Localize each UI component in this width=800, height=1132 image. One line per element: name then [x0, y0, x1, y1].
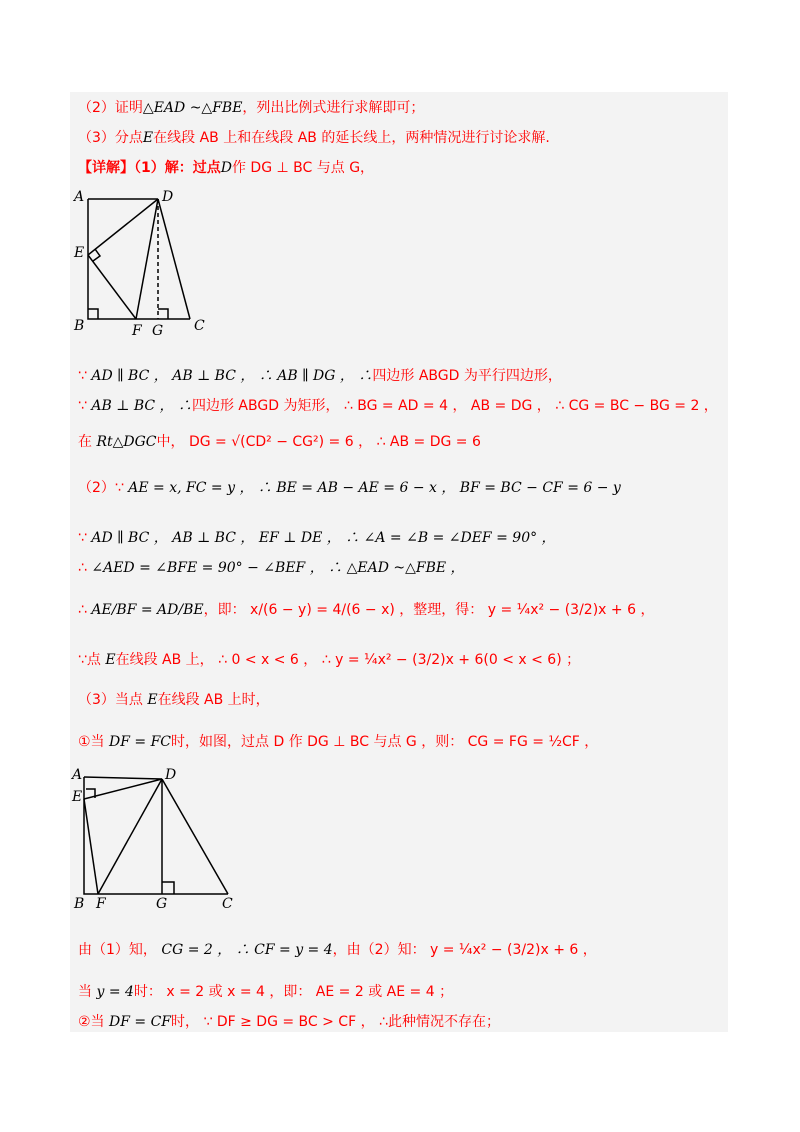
label-D: D: [162, 189, 174, 205]
label-C: C: [222, 896, 233, 912]
text-line: ∴ ∠AED = ∠BFE = 90° − ∠BEF ， ∴ △EAD ~△FBE ，: [78, 560, 465, 576]
text-line: （3）当点 E在线段 AB 上时，: [78, 692, 270, 708]
text-line: ∵ AD ∥ BC ， AB ⊥ BC ， ∴ AB ∥ DG ， ∴四边形 ABGD 为平行四边形，: [78, 368, 562, 384]
label-F: F: [96, 896, 106, 912]
text-line: 在 Rt△DGC中， DG = √(CD² − CG²) = 6 ， ∴ AB = DG = 6: [78, 434, 481, 450]
text-line: （2）证明△EAD ~△FBE，列出比例式进行求解即可；: [78, 100, 425, 116]
label-G: G: [152, 323, 164, 339]
label-A: A: [74, 189, 85, 205]
geometry-figure-2: [70, 765, 250, 915]
label-A: A: [72, 767, 83, 783]
text-line: ①当 DF = FC时，如图，过点 D 作 DG ⊥ BC 与点 G ，则： CG = FG = ½CF ，: [78, 734, 599, 750]
text-line: （2）∵ AE = x, FC = y ， ∴ BE = AB − AE = 6 − x ， BF = BC − CF = 6 − y: [78, 480, 621, 496]
geometry-figure-1: [70, 185, 210, 345]
text-line: 当 y = 4时： x = 2 或 x = 4 ，即： AE = 2 或 AE = 4 ；: [78, 984, 454, 1000]
text-line: 【详解】（1）解：过点D作 DG ⊥ BC 与点 G，: [78, 160, 375, 176]
label-G: G: [156, 896, 168, 912]
label-C: C: [194, 318, 205, 334]
label-E: E: [72, 789, 83, 805]
text-line: （3）分点E在线段 AB 上和在线段 AB 的延长线上，两种情况进行讨论求解.: [78, 130, 550, 146]
text-line: ∴ AE/BF = AD/BE，即： x/(6 − y) = 4/(6 − x) ，整理，得： y = ¼x² − (3/2)x + 6 ，: [78, 602, 655, 618]
text-line: ∵点 E在线段 AB 上， ∴ 0 < x < 6 ， ∴ y = ¼x² − (3/2)x + 6(0 < x < 6) ；: [78, 652, 581, 668]
text-line: ②当 DF = CF时， ∵ DF ≥ DG = BC > CF ， ∴此种情况不存在；: [78, 1014, 500, 1030]
text-line: ∵ AD ∥ BC ， AB ⊥ BC ， EF ⊥ DE ， ∴ ∠A = ∠B = ∠DEF = 90° ，: [78, 530, 556, 546]
text-line: 由（1）知， CG = 2 ， ∴ CF = y = 4，由（2）知： y = ¼x² − (3/2)x + 6 ，: [78, 942, 597, 958]
text-line: ∵ AB ⊥ BC ， ∴四边形 ABGD 为矩形， ∴ BG = AD = 4 ， AB = DG ， ∴ CG = BC − BG = 2 ，: [78, 398, 718, 414]
label-D: D: [165, 767, 177, 783]
label-B: B: [74, 318, 85, 334]
label-B: B: [74, 896, 85, 912]
label-F: F: [132, 323, 142, 339]
label-E: E: [74, 245, 85, 261]
